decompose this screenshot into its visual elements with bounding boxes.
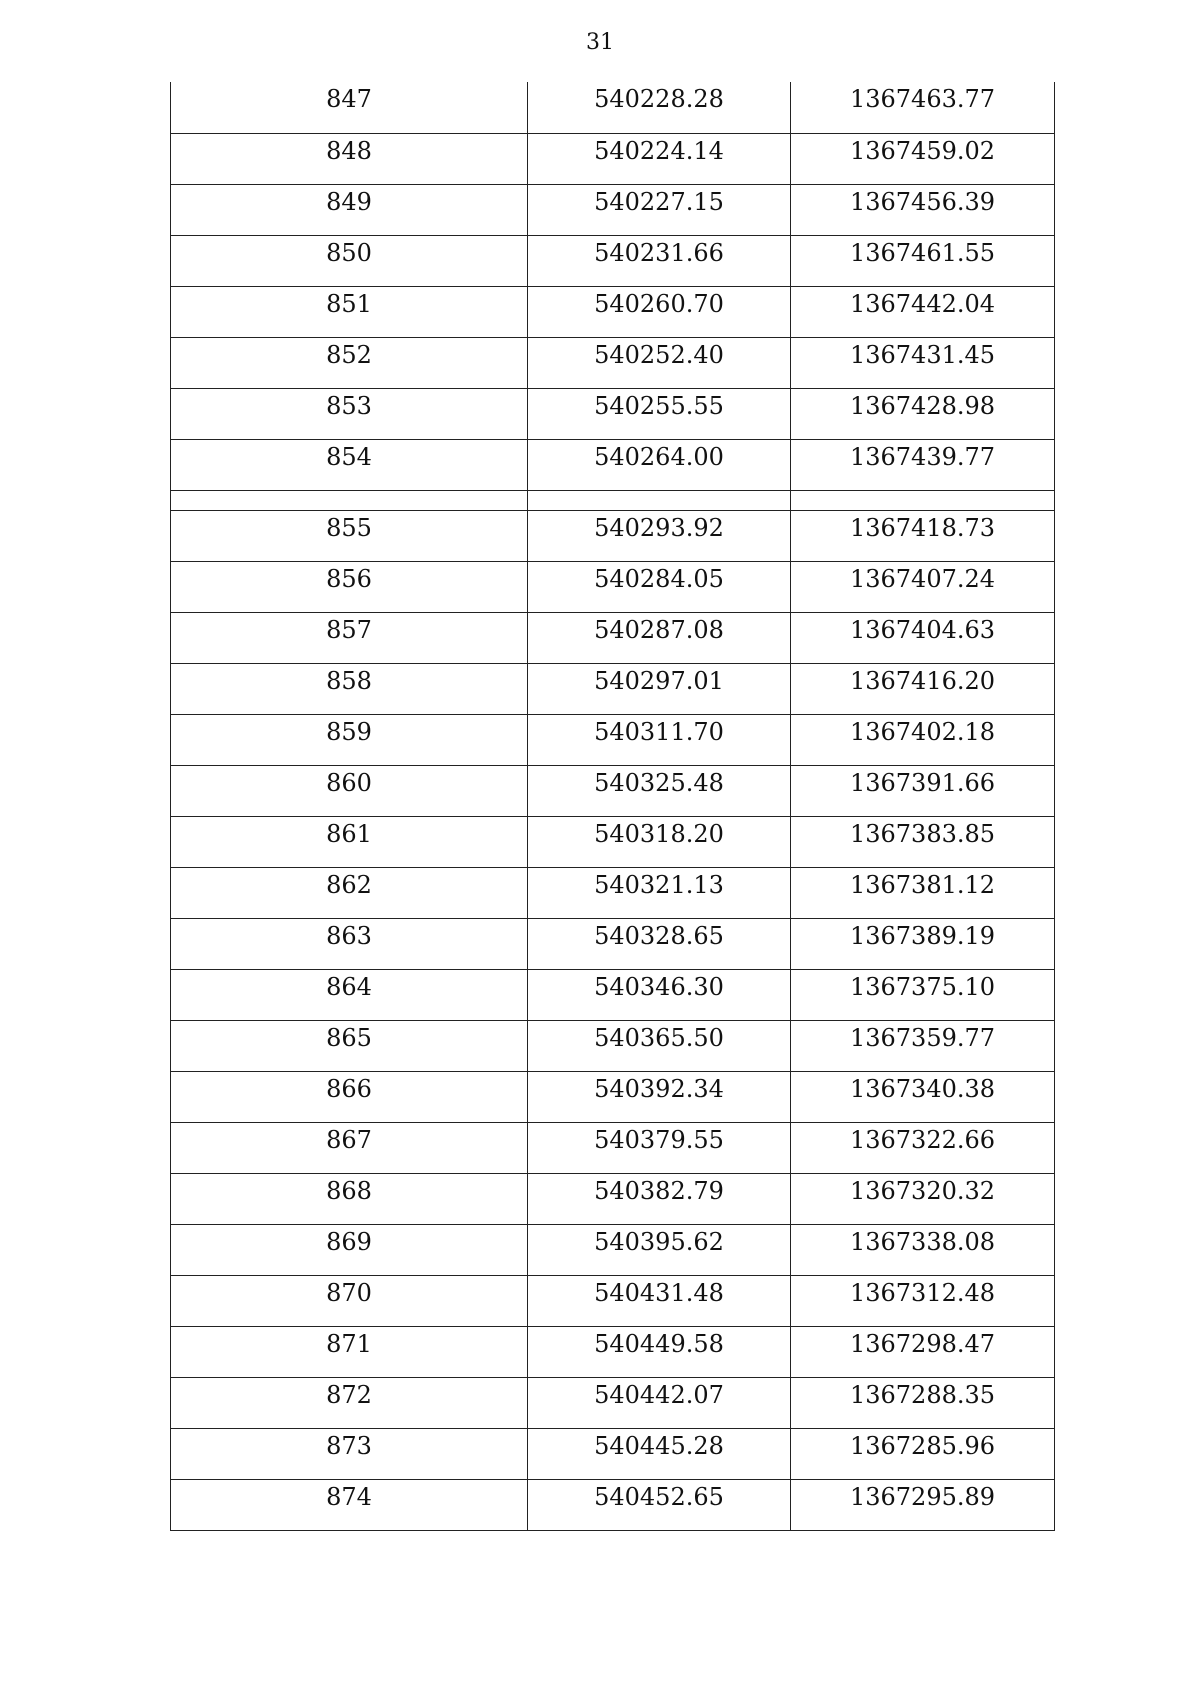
x-coordinate-cell: 540445.28 <box>528 1428 791 1479</box>
x-coordinate-cell: 540287.08 <box>528 612 791 663</box>
table-row <box>171 561 1055 612</box>
point-number-cell: 863 <box>171 918 528 969</box>
x-coordinate-cell: 540365.50 <box>528 1020 791 1071</box>
y-coordinate-cell: 1367298.47 <box>791 1326 1055 1377</box>
table-row <box>171 867 1055 918</box>
point-number-cell: 851 <box>171 286 528 337</box>
point-number-cell: 871 <box>171 1326 528 1377</box>
point-number-cell: 853 <box>171 388 528 439</box>
point-number-cell: 865 <box>171 1020 528 1071</box>
x-coordinate-cell: 540284.05 <box>528 561 791 612</box>
y-coordinate-cell: 1367320.32 <box>791 1173 1055 1224</box>
table-row <box>171 388 1055 439</box>
x-coordinate-cell: 540325.48 <box>528 765 791 816</box>
x-coordinate-cell: 540264.00 <box>528 439 791 490</box>
x-coordinate-cell: 540442.07 <box>528 1377 791 1428</box>
x-coordinate-cell: 540321.13 <box>528 867 791 918</box>
x-coordinate-cell: 540449.58 <box>528 1326 791 1377</box>
y-coordinate-cell: 1367375.10 <box>791 969 1055 1020</box>
table-row <box>171 82 1055 133</box>
table-row <box>171 439 1055 490</box>
x-coordinate-cell: 540293.92 <box>528 510 791 561</box>
y-coordinate-cell: 1367295.89 <box>791 1479 1055 1530</box>
table-row <box>171 133 1055 184</box>
table-row <box>171 663 1055 714</box>
x-coordinate-cell: 540227.15 <box>528 184 791 235</box>
table-row <box>171 765 1055 816</box>
page-number: 31 <box>586 30 614 55</box>
point-number-cell: 874 <box>171 1479 528 1530</box>
point-number-cell: 864 <box>171 969 528 1020</box>
table-row <box>171 612 1055 663</box>
x-coordinate-cell: 540318.20 <box>528 816 791 867</box>
x-coordinate-cell: 540228.28 <box>528 82 791 133</box>
y-coordinate-cell: 1367391.66 <box>791 765 1055 816</box>
point-number-cell: 859 <box>171 714 528 765</box>
table-row <box>171 714 1055 765</box>
y-coordinate-cell: 1367389.19 <box>791 918 1055 969</box>
x-coordinate-cell: 540382.79 <box>528 1173 791 1224</box>
table-spacer-row <box>171 490 1055 510</box>
point-number-cell: 870 <box>171 1275 528 1326</box>
point-number-cell: 866 <box>171 1071 528 1122</box>
table-row <box>171 337 1055 388</box>
spacer-cell <box>528 490 791 510</box>
table-row <box>171 510 1055 561</box>
point-number-cell: 861 <box>171 816 528 867</box>
point-number-cell: 862 <box>171 867 528 918</box>
y-coordinate-cell: 1367383.85 <box>791 816 1055 867</box>
x-coordinate-cell: 540395.62 <box>528 1224 791 1275</box>
point-number-cell: 856 <box>171 561 528 612</box>
y-coordinate-cell: 1367456.39 <box>791 184 1055 235</box>
y-coordinate-cell: 1367312.48 <box>791 1275 1055 1326</box>
y-coordinate-cell: 1367340.38 <box>791 1071 1055 1122</box>
x-coordinate-cell: 540231.66 <box>528 235 791 286</box>
y-coordinate-cell: 1367416.20 <box>791 663 1055 714</box>
y-coordinate-cell: 1367402.18 <box>791 714 1055 765</box>
y-coordinate-cell: 1367428.98 <box>791 388 1055 439</box>
point-number-cell: 868 <box>171 1173 528 1224</box>
point-number-cell: 847 <box>171 82 528 133</box>
point-number-cell: 855 <box>171 510 528 561</box>
point-number-cell: 867 <box>171 1122 528 1173</box>
y-coordinate-cell: 1367442.04 <box>791 286 1055 337</box>
x-coordinate-cell: 540224.14 <box>528 133 791 184</box>
point-number-cell: 860 <box>171 765 528 816</box>
coordinates-table-body <box>171 82 1055 1530</box>
y-coordinate-cell: 1367463.77 <box>791 82 1055 133</box>
y-coordinate-cell: 1367285.96 <box>791 1428 1055 1479</box>
table-row <box>171 286 1055 337</box>
point-number-cell: 854 <box>171 439 528 490</box>
point-number-cell: 858 <box>171 663 528 714</box>
y-coordinate-cell: 1367404.63 <box>791 612 1055 663</box>
table-row <box>171 1326 1055 1377</box>
y-coordinate-cell: 1367338.08 <box>791 1224 1055 1275</box>
y-coordinate-cell: 1367322.66 <box>791 1122 1055 1173</box>
x-coordinate-cell: 540311.70 <box>528 714 791 765</box>
point-number-cell: 857 <box>171 612 528 663</box>
point-number-cell: 849 <box>171 184 528 235</box>
x-coordinate-cell: 540392.34 <box>528 1071 791 1122</box>
y-coordinate-cell: 1367288.35 <box>791 1377 1055 1428</box>
spacer-cell <box>791 490 1055 510</box>
point-number-cell: 869 <box>171 1224 528 1275</box>
table-row <box>171 1275 1055 1326</box>
x-coordinate-cell: 540255.55 <box>528 388 791 439</box>
spacer-cell <box>171 490 528 510</box>
table-row <box>171 816 1055 867</box>
table-row <box>171 1428 1055 1479</box>
point-number-cell: 850 <box>171 235 528 286</box>
table-row <box>171 235 1055 286</box>
x-coordinate-cell: 540431.48 <box>528 1275 791 1326</box>
y-coordinate-cell: 1367381.12 <box>791 867 1055 918</box>
y-coordinate-cell: 1367459.02 <box>791 133 1055 184</box>
table-row <box>171 1479 1055 1530</box>
x-coordinate-cell: 540379.55 <box>528 1122 791 1173</box>
table-row <box>171 1071 1055 1122</box>
table-row <box>171 1122 1055 1173</box>
table-row <box>171 969 1055 1020</box>
x-coordinate-cell: 540346.30 <box>528 969 791 1020</box>
table-row <box>171 1224 1055 1275</box>
table-row <box>171 918 1055 969</box>
point-number-cell: 873 <box>171 1428 528 1479</box>
y-coordinate-cell: 1367461.55 <box>791 235 1055 286</box>
x-coordinate-cell: 540452.65 <box>528 1479 791 1530</box>
y-coordinate-cell: 1367418.73 <box>791 510 1055 561</box>
y-coordinate-cell: 1367359.77 <box>791 1020 1055 1071</box>
y-coordinate-cell: 1367407.24 <box>791 561 1055 612</box>
table-row <box>171 1020 1055 1071</box>
point-number-cell: 852 <box>171 337 528 388</box>
coordinates-table <box>170 82 1055 1531</box>
y-coordinate-cell: 1367439.77 <box>791 439 1055 490</box>
table-row <box>171 1173 1055 1224</box>
y-coordinate-cell: 1367431.45 <box>791 337 1055 388</box>
point-number-cell: 848 <box>171 133 528 184</box>
table-row <box>171 1377 1055 1428</box>
point-number-cell: 872 <box>171 1377 528 1428</box>
x-coordinate-cell: 540260.70 <box>528 286 791 337</box>
x-coordinate-cell: 540297.01 <box>528 663 791 714</box>
x-coordinate-cell: 540252.40 <box>528 337 791 388</box>
table-row <box>171 184 1055 235</box>
x-coordinate-cell: 540328.65 <box>528 918 791 969</box>
